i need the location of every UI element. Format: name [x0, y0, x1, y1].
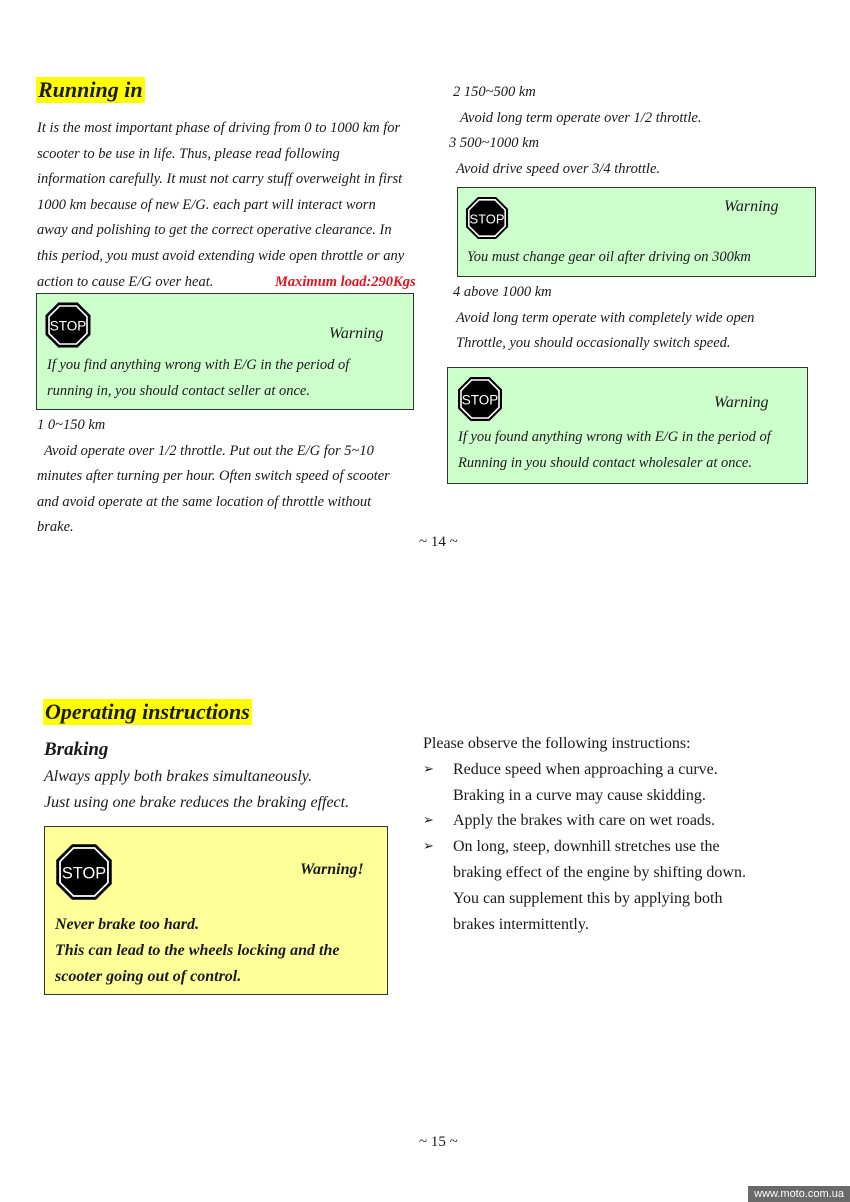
- warning-box-gear-oil: [457, 187, 816, 277]
- instructions-list: Please observe the following instructions: ➢ Reduce speed when approaching a curve. Braking in a curve may cause skidding. ➢ Apply the brakes with care on wet roads. ➢ On long, steep, downhill stretches use the braking effect of the engine by shifting down. You can supplement this by applying both brakes intermittently.: [423, 731, 823, 937]
- warning-title: Warning: [714, 394, 769, 411]
- page15-heading: Operating instructions: [45, 699, 250, 724]
- warning-box-running-in: [36, 293, 414, 410]
- warning-box-braking: [44, 826, 388, 995]
- braking-subheading: Braking: [44, 739, 109, 760]
- stop-sign-icon: [45, 302, 91, 348]
- page14-heading: Running in: [38, 77, 143, 102]
- list-item: ➢ Apply the brakes with care on wet roads.: [423, 808, 823, 834]
- footer-watermark: www.moto.com.ua: [748, 1186, 850, 1202]
- braking-text: Always apply both brakes simultaneously. Just using one brake reduces the braking effect.: [44, 768, 350, 811]
- page14-intro: It is the most important phase of driving from 0 to 1000 km for scooter to be use in life. Thus, please read following information carefully. It must not carry stuff overweight in first 1000 km because of new E/G. each part will interact worn away and polishing to get the correct operative clearance. In this period, you must avoid extending wide open throttle or any action to cause E/G over heat. Maximum load:290Kgs: [37, 116, 437, 295]
- stage-150-500-title: 2 150~500 km: [453, 84, 536, 100]
- svg-text:STOP: STOP: [461, 392, 499, 408]
- warning-text: You must change gear oil after driving on 300km: [467, 249, 751, 265]
- page-number-15: ~ 15 ~: [419, 1134, 458, 1150]
- stage-above-1000: 4 above 1000 km Avoid long term operate with completely wide open Throttle, you should occasionally switch speed.: [453, 284, 755, 352]
- page-number-14: ~ 14 ~: [419, 534, 458, 550]
- max-load-note: Maximum load:290Kgs: [275, 273, 416, 290]
- stop-sign-icon: [55, 843, 113, 901]
- svg-text:STOP: STOP: [469, 211, 505, 227]
- warning-box-wholesaler: [447, 367, 808, 484]
- svg-text:STOP: STOP: [61, 864, 107, 883]
- warning-title: Warning: [724, 198, 779, 215]
- list-item: ➢ On long, steep, downhill stretches use the braking effect of the engine by shifting down. You can supplement this by applying both brakes intermittently.: [423, 834, 823, 937]
- stage-500-1000-text: Avoid drive speed over 3/4 throttle.: [456, 161, 661, 177]
- stage-150-500-text: Avoid long term operate over 1/2 throttle.: [460, 110, 702, 126]
- stage-0-150: 1 0~150 km Avoid operate over 1/2 throttle. Put out the E/G for 5~10 minutes after turning per hour. Often switch speed of scooter and avoid operate at the same location of throttle without brake.: [37, 417, 390, 536]
- arrow-bullet-icon: ➢: [423, 813, 434, 829]
- stop-sign-icon: [465, 196, 509, 240]
- list-item: ➢ Reduce speed when approaching a curve. Braking in a curve may cause skidding.: [423, 757, 823, 809]
- warning-text: If you find anything wrong with E/G in the period of running in, you should contact seller at once.: [47, 357, 350, 399]
- warning-text: If you found anything wrong with E/G in the period of Running in you should contact wholesaler at once.: [458, 429, 771, 471]
- arrow-bullet-icon: ➢: [423, 761, 434, 777]
- arrow-bullet-icon: ➢: [423, 839, 434, 855]
- stage-500-1000-title: 3 500~1000 km: [449, 135, 540, 151]
- warning-title: Warning: [329, 325, 384, 342]
- stop-sign-icon: [457, 376, 503, 422]
- warning-text: Never brake too hard. This can lead to the wheels locking and the scooter going out of control.: [55, 916, 340, 985]
- svg-text:STOP: STOP: [49, 318, 87, 334]
- warning-title: Warning!: [300, 861, 364, 878]
